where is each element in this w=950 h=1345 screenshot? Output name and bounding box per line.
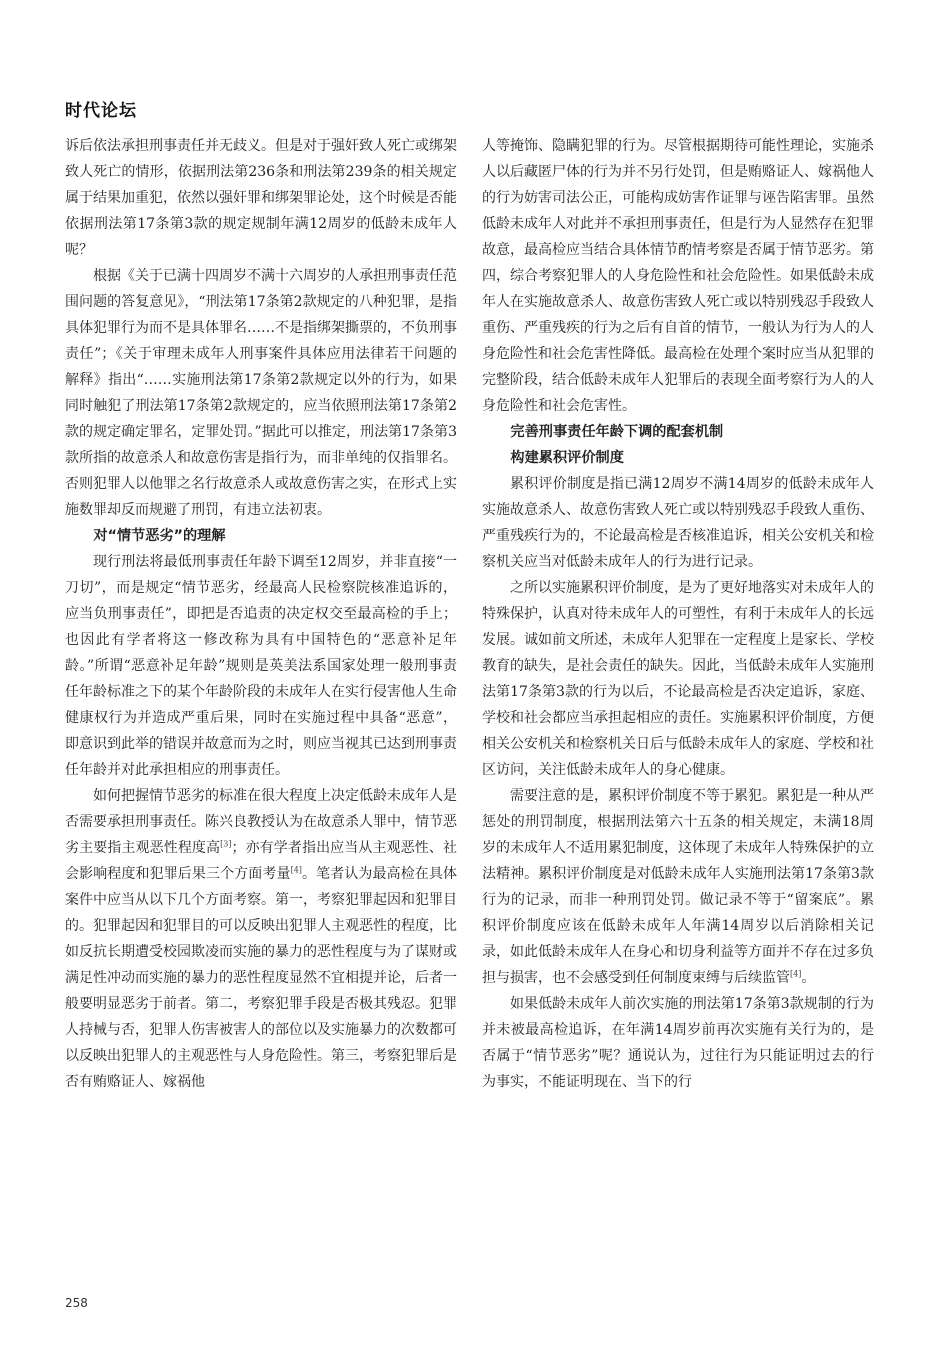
text-run: 。: [801, 970, 816, 986]
paragraph: 之所以实施累积评价制度，是为了更好地落实对未成年人的特殊保护，认真对待未成年人的可塑性，有利于未成年人的长远发展。诚如前文所述，未成年人犯罪在一定程度上是家长、学校教育的缺失，是社会责任的缺失。因此，当低龄未成年人实施刑法第17条第3款的行为以后，不论最高检是否决定追诉，家庭、学校和社会都应当承担起相应的责任。实施累积评价制度，方便相关公安机关和检察机关日后与低龄未成年人的家庭、学校和社区访问，关注低龄未成年人的身心健康。: [482, 580, 874, 778]
section-title: 时代论坛: [65, 101, 137, 121]
section-heading: 完善刑事责任年龄下调的配套机制: [510, 424, 724, 440]
text-run: 。笔者认为最高检在具体案件中应当从以下几个方面考察。第一，考察犯罪起因和犯罪目的。犯罪起因和犯罪目的可以反映出犯罪人主观恶性的程度，比如反抗长期遭受校园欺凌而实施的暴力的恶性程度与为了谋财或满足性冲动而实施的暴力的恶性程度显然不宜相提并论，后者一般要明显恶劣于前者。第二，考察犯罪手段是否极其残忍。犯罪人持械与否，犯罪人伤害被害人的部位以及实施暴力的次数都可以反映出犯罪人的主观恶性与人身危险性。第三，考察犯罪后是否有贿赂证人、嫁祸他: [65, 866, 458, 1090]
paragraph: 人等掩饰、隐瞒犯罪的行为。尽管根据期待可能性理论，实施杀人以后藏匿尸体的行为并不另行处罚，但是贿赂证人、嫁祸他人的行为妨害司法公正，可能构成妨害作证罪与诬告陷害罪。虽然低龄未成年人对此并不承担刑事责任，但是行为人显然存在犯罪故意，最高检应当结合具体情节酌情考察是否属于情节恶劣。第四，综合考察犯罪人的人身危险性和社会危险性。如果低龄未成年人在实施故意杀人、故意伤害致人死亡或以特别残忍手段致人重伤、严重残疾的行为之后有自首的情节，一般认为行为人的人身危险性和社会危害性降低。最高检在处理个案时应当从犯罪的完整阶段，结合低龄未成年人犯罪后的表现全面考察行为人的人身危险性和社会危害性。: [482, 138, 874, 414]
paragraph: [482, 783, 874, 991]
paragraph: 现行刑法将最低刑事责任年龄下调至12周岁，并非直接“一刀切”，而是规定“情节恶劣，经最高人民检察院核准追诉的，应当负刑事责任”，即把是否追责的决定权交至最高检的手上；也因此有学者将这一修改称为具有中国特色的“恶意补足年龄。”所谓“恶意补足年龄”规则是英美法系国家处理一般刑事责任年龄标准之下的某个年龄阶段的未成年人在实行侵害他人生命健康权行为并造成严重后果，同时在实施过程中具备“恶意”，即意识到此举的错误并故意而为之时，则应当视其已达到刑事责任年龄并对此承担相应的刑事责任。: [65, 554, 457, 778]
right-column: [482, 133, 874, 1095]
left-column: [65, 133, 457, 1095]
text-run: 需要注意的是，累积评价制度不等于累犯。累犯是一种从严惩处的刑罚制度，根据刑法第六十五条的相关规定，未满18周岁的未成年人不适用累犯制度，这体现了未成年人特殊保护的立法精神。累积评价制度是对低龄未成年人实施刑法第17条第3款行为的记录，而非一种刑罚处罚。做记录不等于“留案底”。累积评价制度应该在低龄未成年人年满14周岁以后消除相关记录，如此低龄未成年人在身心和切身利益等方面并不存在过多负担与损害，也不会感受到任何制度束缚与后续监管: [482, 788, 874, 986]
text-run: ；亦有学者指出应当从主观恶性、社会影响程度和犯罪后果三个方面考量: [65, 840, 458, 882]
citation-ref: [3]: [220, 839, 232, 849]
paragraph: 累积评价制度是指已满12周岁不满14周岁的低龄未成年人实施故意杀人、故意伤害致人死亡或以特别残忍手段致人重伤、严重残疾行为的，不论最高检是否核准追诉，相关公安机关和检察机关应当对低龄未成年人的行为进行记录。: [482, 476, 874, 570]
page-number: 258: [65, 1296, 88, 1310]
citation-ref: [4]: [790, 969, 802, 979]
paragraph: 根据《关于已满十四周岁不满十六周岁的人承担刑事责任范围问题的答复意见》，“刑法第17条第2款规定的八种犯罪，是指具体犯罪行为而不是具体罪名……不是指绑架撕票的，不负刑事责任”；《关于审理未成年人刑事案件具体应用法律若干问题的解释》指出“……实施刑法第17条第2款规定以外的行为，如果同时触犯了刑法第17条第2款规定的，应当依照刑法第17条第2款的规定确定罪名，定罪处罚。”据此可以推定，刑法第17条第3款所指的故意杀人和故意伤害是指行为，而非单纯的仅指罪名。否则犯罪人以他罪之名行故意杀人或故意伤害之实，在形式上实施数罪却反而规避了刑罚，有违立法初衷。: [65, 268, 457, 518]
paragraph: 如果低龄未成年人前次实施的刑法第17条第3款规制的行为并未被最高检追诉，在年满14周岁前再次实施有关行为的，是否属于“情节恶劣”呢？通说认为，过往行为只能证明过去的行为事实，不能证明现在、当下的行: [482, 996, 874, 1090]
text-run: 如何把握情节恶劣的标准在很大程度上决定低龄未成年人是否需要承担刑事责任。陈兴良教授认为在故意杀人罪中，情节恶劣主要指主观恶性程度高: [65, 788, 457, 856]
citation-ref: [4]: [290, 865, 302, 875]
subsection-heading: 构建累积评价制度: [510, 450, 624, 466]
paragraph: 诉后依法承担刑事责任并无歧义。但是对于强奸致人死亡或绑架致人死亡的情形，依据刑法第236条和刑法第239条的相关规定属于结果加重犯，依然以强奸罪和绑架罪论处，这个时候是否能依据刑法第17条第3款的规定规制年满12周岁的低龄未成年人呢？: [65, 138, 457, 258]
section-heading: 对“情节恶劣”的理解: [93, 528, 226, 544]
paragraph: [65, 783, 457, 1095]
